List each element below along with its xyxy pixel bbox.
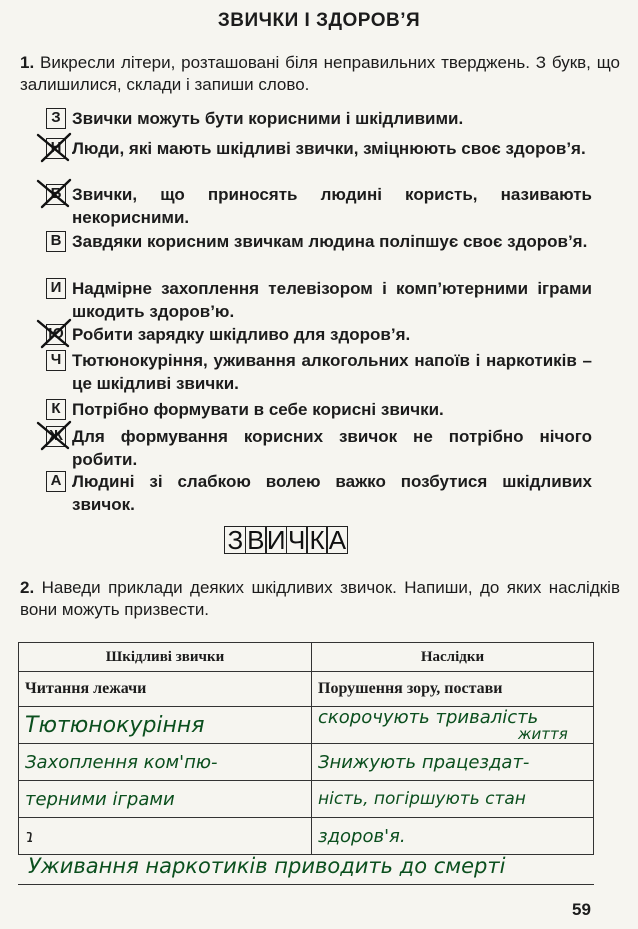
statement-6 xyxy=(44,323,592,346)
table-row xyxy=(19,744,594,781)
answer-word-cells xyxy=(226,526,348,556)
statement-10 xyxy=(44,470,592,516)
consequence-answer-2c[interactable]: здоров'я. xyxy=(312,818,594,855)
table-row xyxy=(19,818,594,855)
statement-1 xyxy=(44,107,592,130)
consequence-answer-1[interactable] xyxy=(312,707,594,744)
example-consequence: Порушення зору, постави xyxy=(312,672,594,707)
statement-9-text: Для формування корисних звичок не потрібно нічого робити. xyxy=(72,427,592,469)
habits-consequences-table xyxy=(18,642,594,855)
habit-answer-2b[interactable]: терними іграми xyxy=(19,781,312,818)
answer-cell-6[interactable]: А xyxy=(326,526,348,554)
task1-instruction xyxy=(20,52,620,96)
answer-cell-2[interactable]: В xyxy=(245,526,267,554)
consequence-answer-2a[interactable]: Знижують працездат- xyxy=(312,744,594,781)
statement-letter-2: Н xyxy=(46,138,66,159)
statement-8-text: Потрібно формувати в себе корисні звички. xyxy=(72,400,444,419)
answer-cell-5[interactable]: К xyxy=(306,526,328,554)
table-row xyxy=(19,707,594,744)
statement-3 xyxy=(44,183,592,229)
statement-6-text: Робити зарядку шкідливо для здоров’я. xyxy=(72,325,411,344)
statement-letter-3: Б xyxy=(46,184,66,205)
table-header-row xyxy=(19,643,594,672)
handwritten-extra-line[interactable]: Уживання наркотиків приводить до смерті xyxy=(28,854,506,878)
statement-2-text: Люди, які мають шкідливі звички, зміцнюють своє здоров’я. xyxy=(72,139,586,158)
statement-letter-6: Ю xyxy=(46,324,66,345)
statement-8 xyxy=(44,398,592,421)
consequence-answer-1-line1: скорочують тривалість xyxy=(318,707,539,728)
statement-letter-1: З xyxy=(46,108,66,129)
habit-answer-1[interactable]: Тютюнокуріння xyxy=(19,707,312,744)
task2-instruction xyxy=(20,577,620,621)
statement-2 xyxy=(44,137,592,160)
page-number: 59 xyxy=(572,900,591,919)
table-row xyxy=(19,672,594,707)
statement-4 xyxy=(44,230,592,253)
statement-letter-4: В xyxy=(46,231,66,252)
statement-letter-5: И xyxy=(46,278,66,299)
table-row xyxy=(19,781,594,818)
task2-text: Наведи приклади деяких шкідливих звичок. Напиши, до яких наслідків вони можуть призвести. xyxy=(20,578,620,619)
answer-cell-4[interactable]: Ч xyxy=(286,526,308,554)
statement-3-text: Звички, що приносять людині користь, називають некорисними. xyxy=(72,185,592,227)
consequence-answer-1-line2: життя xyxy=(518,725,568,743)
page-title: ЗВИЧКИ І ЗДОРОВ’Я xyxy=(217,10,421,31)
statement-5 xyxy=(44,277,592,323)
statement-letter-8: К xyxy=(46,399,66,420)
header-consequences: Наслідки xyxy=(312,643,594,672)
answer-cell-1[interactable]: З xyxy=(224,526,246,554)
statement-9 xyxy=(44,425,592,471)
statement-10-text: Людині зі слабкою волею важко позбутися шкідливих звичок. xyxy=(72,472,592,514)
statement-4-text: Завдяки корисним звичкам людина поліпшує своє здоров’я. xyxy=(72,232,588,251)
statement-letter-7: Ч xyxy=(46,350,66,371)
statement-5-text: Надмірне захоплення телевізором і комп’ютерними іграми шкодить здоров’ю. xyxy=(72,279,592,321)
answer-cell-3[interactable]: И xyxy=(266,525,286,555)
task2-number: 2. xyxy=(20,578,35,597)
task1-text: Викресли літери, розташовані біля неправильних тверджень. З букв, що залишилися, склади і запиши слово. xyxy=(20,53,620,94)
statement-7-text: Тютюнокуріння, уживання алкогольних напоїв і наркотиків – це шкідливі звички. xyxy=(72,351,592,393)
statement-1-text: Звички можуть бути корисними і шкідливими. xyxy=(72,109,464,128)
statement-7 xyxy=(44,349,592,395)
task1-number: 1. xyxy=(20,53,35,72)
habit-answer-2c[interactable]: ɿ xyxy=(19,818,312,855)
statement-letter-9: Ж xyxy=(46,426,66,447)
example-habit: Читання лежачи xyxy=(19,672,312,707)
consequence-answer-2b[interactable]: ність, погіршують стан xyxy=(312,781,594,818)
answer-underline xyxy=(18,884,594,885)
habit-answer-2a[interactable]: Захоплення ком'пю- xyxy=(19,744,312,781)
header-habits: Шкідливі звички xyxy=(19,643,312,672)
statement-letter-10: А xyxy=(46,471,66,492)
